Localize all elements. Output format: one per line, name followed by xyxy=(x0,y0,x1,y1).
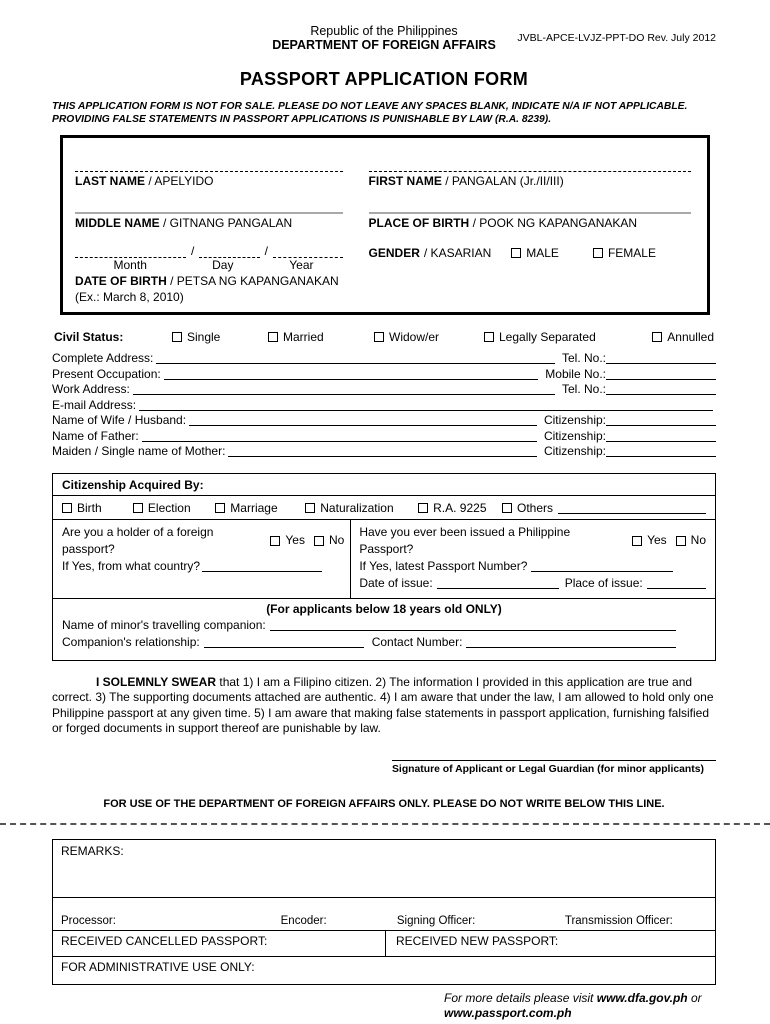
checkbox-philippine-yes[interactable] xyxy=(632,536,642,546)
naturalization-label: Naturalization xyxy=(320,500,394,515)
received-passport-row xyxy=(53,931,715,957)
date-of-birth-inputs xyxy=(75,242,343,258)
checkbox-ra9225[interactable] xyxy=(418,503,428,513)
spouse-citizenship-label: Citizenship: xyxy=(543,413,606,427)
dob-day-input[interactable] xyxy=(199,244,259,258)
last-name-label-en: LAST NAME xyxy=(75,174,145,188)
tel-no-label: Tel. No.: xyxy=(561,351,606,365)
date-of-issue-label: Date of issue: xyxy=(359,575,433,590)
checkbox-female[interactable] xyxy=(593,248,603,258)
work-tel-no-input[interactable] xyxy=(606,382,716,395)
foreign-passport-question-row xyxy=(62,524,344,558)
latest-passport-number-row xyxy=(359,558,706,575)
checkbox-foreign-no[interactable] xyxy=(314,536,324,546)
date-of-birth-cell xyxy=(75,230,369,304)
signature-label: Signature of Applicant or Legal Guardian (for minor applicants) xyxy=(392,763,704,775)
page-title: PASSPORT APPLICATION FORM xyxy=(239,69,529,89)
foreign-country-row xyxy=(62,558,344,575)
philippine-passport-question-row xyxy=(359,524,706,558)
minor-section xyxy=(53,616,715,660)
minor-companion-row xyxy=(62,617,706,634)
checkbox-single[interactable] xyxy=(172,332,182,342)
minor-section-header: (For applicants below 18 years old ONLY) xyxy=(266,601,502,616)
contact-info-section xyxy=(52,351,716,460)
foreign-country-label: If Yes, from what country? xyxy=(62,558,201,573)
citizenship-acquired-by-header: Citizenship Acquired By: xyxy=(53,474,715,496)
department-line: DEPARTMENT OF FOREIGN AFFAIRS xyxy=(272,38,496,52)
dob-year-label: Year xyxy=(289,258,314,272)
applicant-name-box xyxy=(60,135,710,315)
citizenship-option-birth xyxy=(62,501,133,515)
father-citizenship-label: Citizenship: xyxy=(543,428,606,443)
signing-officer-label: Signing Officer: xyxy=(396,914,476,927)
transmission-officer-label: Transmission Officer: xyxy=(564,914,673,927)
citizenship-options-row xyxy=(53,496,715,520)
father-citizenship-input[interactable] xyxy=(606,429,716,442)
philippine-passport-cell xyxy=(351,520,715,598)
complete-address-input[interactable] xyxy=(156,351,555,364)
oath-body: that 1) I am a Filipino citizen. 2) The information I provided in this application are true and correct. 3) The supporting documents attached are authentic. 4) I am aware that under the law, I am allowed to hold only one Philippine passport at any given time. 5) I am aware that making false statements in passport application, furnishing falsified or forged documents in support thereof are punishable by law. xyxy=(52,674,714,736)
dob-sublabels xyxy=(75,258,343,272)
dfa-website-link[interactable]: www.dfa.gov.ph xyxy=(596,990,688,1005)
checkbox-widower[interactable] xyxy=(374,332,384,342)
present-occupation-input[interactable] xyxy=(164,367,539,380)
checkbox-annulled[interactable] xyxy=(652,332,662,342)
single-label: Single xyxy=(187,330,221,344)
remarks-area[interactable] xyxy=(53,840,715,898)
present-occupation-label: Present Occupation: xyxy=(52,366,161,381)
marriage-label: Marriage xyxy=(230,500,278,515)
companion-relationship-label: Companion's relationship: xyxy=(62,634,200,649)
footer-prefix: For more details please visit xyxy=(444,990,594,1005)
checkbox-philippine-no[interactable] xyxy=(676,536,686,546)
mobile-no-input[interactable] xyxy=(606,367,716,380)
date-of-birth-label xyxy=(75,274,343,288)
checkbox-male[interactable] xyxy=(511,248,521,258)
civil-status-label: Civil Status: xyxy=(54,330,124,344)
spouse-name-label: Name of Wife / Husband: xyxy=(52,413,187,427)
philippine-passport-question: Have you ever been issued a Philippine Passport? xyxy=(359,524,571,556)
encoder-label: Encoder: xyxy=(280,914,327,927)
complete-address-label: Complete Address: xyxy=(52,351,154,365)
first-name-label xyxy=(369,174,691,188)
administrative-use-cell[interactable]: FOR ADMINISTRATIVE USE ONLY: xyxy=(61,959,255,974)
mother-citizenship-label: Citizenship: xyxy=(543,444,606,458)
dob-separator: / xyxy=(191,244,195,258)
latest-passport-number-input[interactable] xyxy=(531,560,673,572)
dfa-use-only-header: FOR USE OF THE DEPARTMENT OF FOREIGN AFFAIRS ONLY. PLEASE DO NOT WRITE BELOW THIS LINE. xyxy=(103,797,665,810)
place-of-birth-label-fil: / POOK NG KAPANGANAKAN xyxy=(472,216,638,230)
others-input[interactable] xyxy=(558,502,706,514)
father-row xyxy=(52,429,716,445)
spouse-name-input[interactable] xyxy=(189,413,537,426)
place-of-birth-label xyxy=(369,216,691,230)
first-name-label-fil: / PANGALAN (Jr./II/III) xyxy=(445,174,564,188)
email-address-row xyxy=(52,398,716,414)
republic-line: Republic of the Philippines xyxy=(310,24,458,38)
civil-status-row xyxy=(52,330,716,344)
checkbox-naturalization[interactable] xyxy=(305,503,315,513)
foreign-no-label: No xyxy=(328,533,345,547)
dob-year-input[interactable] xyxy=(273,244,343,258)
place-of-birth-cell xyxy=(369,188,693,230)
spouse-row xyxy=(52,413,716,429)
received-new-passport-cell[interactable]: RECEIVED NEW PASSPORT: xyxy=(395,933,559,948)
last-name-cell xyxy=(75,150,369,188)
middle-name-label-en: MIDDLE NAME xyxy=(75,216,160,230)
ra9225-label: R.A. 9225 xyxy=(433,500,487,515)
philippine-yes-label: Yes xyxy=(647,533,667,547)
spouse-citizenship-input[interactable] xyxy=(606,413,716,426)
citizenship-option-ra9225 xyxy=(418,501,502,515)
work-address-input[interactable] xyxy=(133,382,555,395)
checkbox-legally-separated[interactable] xyxy=(484,332,494,342)
not-for-sale-notice: THIS APPLICATION FORM IS NOT FOR SALE. PLEASE DO NOT LEAVE ANY SPACES BLANK, INDICATE N/A IF NOT APPLICABLE. PROVIDING FALSE STATEMENTS IN PASSPORT APPLICATIONS IS PUNISHABLE BY LAW (R.A. 8239). xyxy=(52,101,688,125)
gender-label-fil: / KASARIAN xyxy=(423,246,492,260)
citizenship-option-naturalization xyxy=(305,501,418,515)
widower-label: Widow/er xyxy=(389,330,440,344)
first-name-cell xyxy=(369,150,693,188)
last-name-input[interactable] xyxy=(75,150,343,172)
election-label: Election xyxy=(147,500,191,515)
checkbox-birth[interactable] xyxy=(62,503,72,513)
signature-block xyxy=(392,751,716,775)
email-address-input[interactable] xyxy=(139,398,713,411)
present-occupation-row xyxy=(52,367,716,383)
gender-cell xyxy=(369,230,693,304)
gender-label-en: GENDER xyxy=(368,246,420,260)
oath-paragraph xyxy=(52,675,716,737)
female-option-label: FEMALE xyxy=(607,246,656,260)
civil-status-option-widower xyxy=(374,330,484,344)
minor-relationship-row xyxy=(62,634,706,651)
last-name-label-fil: / APELYIDO xyxy=(148,174,214,188)
gender-row xyxy=(369,246,691,260)
civil-status-option-single xyxy=(172,330,268,344)
date-of-birth-label-en: DATE OF BIRTH xyxy=(75,274,167,288)
place-of-birth-label-en: PLACE OF BIRTH xyxy=(368,216,470,230)
checkbox-foreign-yes[interactable] xyxy=(270,536,280,546)
middle-name-cell xyxy=(75,188,369,230)
civil-status-option-married xyxy=(268,330,374,344)
dob-separator: / xyxy=(264,244,268,258)
officers-row xyxy=(53,898,715,931)
email-address-label: E-mail Address: xyxy=(52,397,137,412)
middle-name-label-fil: / GITNANG PANGALAN xyxy=(163,216,293,230)
dob-day-label: Day xyxy=(212,258,234,272)
work-tel-no-label: Tel. No.: xyxy=(561,382,606,396)
father-name-input[interactable] xyxy=(142,429,537,442)
mother-row xyxy=(52,444,716,460)
tel-no-input[interactable] xyxy=(606,351,716,364)
married-label: Married xyxy=(283,330,324,344)
received-cancelled-passport-cell[interactable]: RECEIVED CANCELLED PASSPORT: xyxy=(53,931,386,956)
minor-companion-input[interactable] xyxy=(270,619,676,631)
first-name-input[interactable] xyxy=(369,150,691,172)
citizenship-option-others xyxy=(502,501,706,515)
work-address-label: Work Address: xyxy=(52,382,130,396)
date-of-birth-label-fil: / PETSA NG KAPANGANAKAN xyxy=(170,274,339,288)
companion-contact-label: Contact Number: xyxy=(371,634,463,649)
date-of-issue-input[interactable] xyxy=(437,577,559,589)
dob-month-input[interactable] xyxy=(75,244,186,258)
form-revision-code: JVBL-APCE-LVJZ-PPT-DO Rev. July 2012 xyxy=(517,32,716,44)
companion-relationship-input[interactable] xyxy=(204,636,364,648)
foreign-yes-label: Yes xyxy=(285,533,305,547)
dfa-admin-box xyxy=(52,839,716,985)
oath-lead: I SOLEMNLY SWEAR xyxy=(96,674,217,689)
checkbox-marriage[interactable] xyxy=(215,503,225,513)
companion-contact-input[interactable] xyxy=(466,636,676,648)
place-of-issue-input[interactable] xyxy=(647,577,706,589)
place-of-issue-label: Place of issue: xyxy=(564,575,643,590)
footer-note xyxy=(444,991,712,1021)
foreign-passport-cell xyxy=(53,520,351,598)
dob-month-label: Month xyxy=(113,258,147,272)
checkbox-married[interactable] xyxy=(268,332,278,342)
foreign-country-input[interactable] xyxy=(202,560,322,572)
work-address-row xyxy=(52,382,716,398)
middle-name-input[interactable] xyxy=(75,188,343,214)
legally-separated-label: Legally Separated xyxy=(499,330,596,344)
last-name-label xyxy=(75,174,343,188)
checkbox-election[interactable] xyxy=(133,503,143,513)
birth-label: Birth xyxy=(77,500,102,515)
checkbox-others[interactable] xyxy=(502,503,512,513)
philippine-no-label: No xyxy=(690,533,706,547)
remarks-label: REMARKS: xyxy=(61,843,124,858)
citizenship-option-election xyxy=(133,501,215,515)
complete-address-row xyxy=(52,351,716,367)
passport-history-row xyxy=(53,520,715,599)
annulled-label: Annulled xyxy=(667,330,714,344)
footer-or: or xyxy=(690,990,702,1005)
mother-citizenship-input[interactable] xyxy=(606,444,716,457)
others-label: Others xyxy=(517,500,554,515)
civil-status-option-annulled xyxy=(644,330,714,344)
latest-passport-number-label: If Yes, latest Passport Number? xyxy=(359,558,528,573)
father-name-label: Name of Father: xyxy=(52,428,139,443)
civil-status-option-legally-separated xyxy=(484,330,644,344)
passport-website-link[interactable]: www.passport.com.ph xyxy=(444,1005,572,1020)
citizenship-box xyxy=(52,473,716,661)
place-of-birth-input[interactable] xyxy=(369,188,691,214)
mother-name-label: Maiden / Single name of Mother: xyxy=(52,444,226,458)
male-option-label: MALE xyxy=(526,246,559,260)
mobile-no-label: Mobile No.: xyxy=(545,366,606,381)
mother-name-input[interactable] xyxy=(228,444,537,457)
signature-input[interactable] xyxy=(392,751,716,761)
citizenship-option-marriage xyxy=(215,501,305,515)
cutoff-dashed-line xyxy=(0,823,770,825)
middle-name-label xyxy=(75,216,343,230)
first-name-label-en: FIRST NAME xyxy=(368,174,442,188)
foreign-passport-question: Are you a holder of a foreign passport? xyxy=(62,524,214,556)
issue-details-row xyxy=(359,575,706,592)
minor-companion-label: Name of minor's travelling companion: xyxy=(62,617,266,632)
date-of-birth-example: (Ex.: March 8, 2010) xyxy=(75,290,184,304)
processor-label: Processor: xyxy=(61,914,116,927)
